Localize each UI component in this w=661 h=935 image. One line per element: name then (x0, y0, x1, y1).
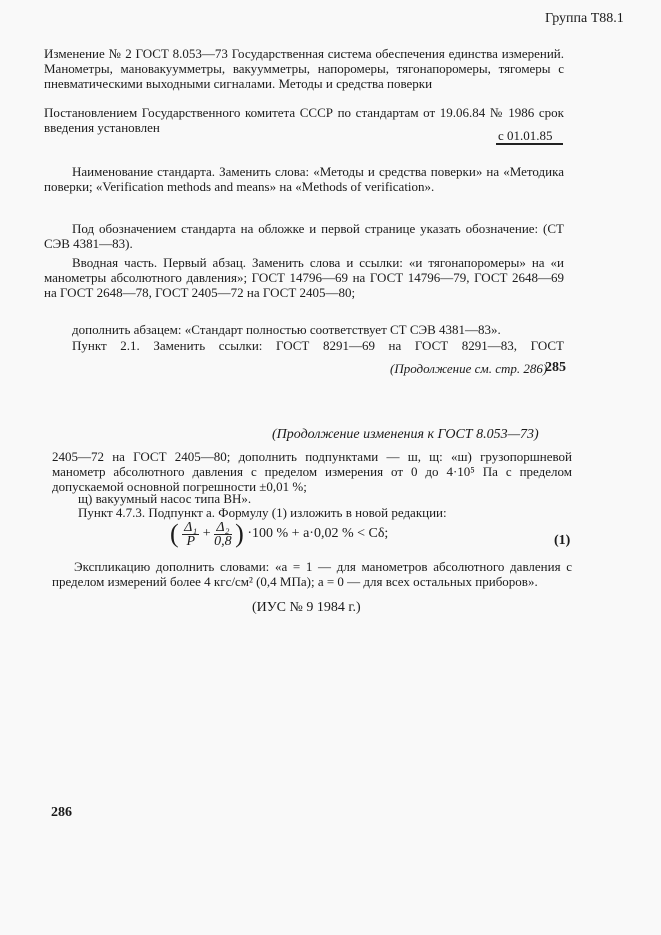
group-code: Группа Т88.1 (545, 11, 624, 26)
effective-date: с 01.01.85 (498, 128, 553, 143)
amendment-title: Изменение № 2 ГОСТ 8.053—73 Государственная система обеспечения единства измерений. Манометры, мановакуумметры, вакуумметры, напоромеры, тягонапоромеры, тягомеры с пневматическими выходными сигналами. Методы и средства поверки (44, 46, 564, 91)
page-number: 285 (545, 360, 566, 375)
paragraph-designation: Под обозначением стандарта на обложке и первой странице указать обозначение: (СТ СЭВ 4381—83). (44, 221, 564, 251)
paragraph-title-change: Наименование стандарта. Заменить слова: «Методы и средства поверки» на «Методика поверки; «Verification methods and means» на «Methods of verification». (44, 164, 564, 194)
page-number-286: 286 (51, 805, 72, 820)
paragraph-intro: Вводная часть. Первый абзац. Заменить слова и ссылки: «и тягонапоромеры» на «и манометры абсолютного давления»; ГОСТ 14796—69 на ГОСТ 14796—79, ГОСТ 2648—69 на ГОСТ 2648—78, ГОСТ 2405—72 на ГОСТ 2405—80; (44, 255, 564, 300)
paragraph-vacuum-pump: щ) вакуумный насос типа ВН». (78, 491, 252, 506)
continuation-note: (Продолжение см. стр. 286) (390, 361, 548, 376)
formula-number: (1) (554, 533, 571, 548)
formula: ( $\frac{\text{Δ₁}}{P}$ + $\frac{\text{Δ₂}}{0,8}$ ) ·100 % + a·0,02 % < Cδ; (170, 519, 389, 549)
paragraph-clause-2-1: Пункт 2.1. Заменить ссылки: ГОСТ 8291—69 на ГОСТ 8291—83, ГОСТ (72, 338, 564, 353)
fraction-2: $\frac{\text{Δ₂}}{0,8}$ (214, 519, 232, 549)
explication: Экспликацию дополнить словами: «a = 1 — для манометров абсолютного давления с пределом измерений более 4 кгс/см² (0,4 МПа); a = 0 — для всех остальных приборов». (52, 559, 572, 589)
paragraph-clause-4-7-3: Пункт 4.7.3. Подпункт а. Формулу (1) изложить в новой редакции: (78, 505, 447, 520)
source-reference: (ИУС № 9 1984 г.) (252, 600, 361, 615)
paragraph-subclauses: 2405—72 на ГОСТ 2405—80; дополнить подпунктами — ш, щ: «ш) грузопоршневой манометр абсолютного давления с пределом измерения от 0 до 4·10⁵ Па с пределом допускаемой основной погрешности ±0,01 %; (52, 449, 572, 494)
continuation-header: (Продолжение изменения к ГОСТ 8.053—73) (272, 427, 539, 442)
date-underline (496, 143, 563, 145)
paragraph-addition: дополнить абзацем: «Стандарт полностью соответствует СТ СЭВ 4381—83». (72, 322, 501, 337)
fraction-1: $\frac{\text{Δ₁}}{P}$ (184, 519, 198, 549)
decree-text: Постановлением Государственного комитета СССР по стандартам от 19.06.84 № 1986 срок введения установлен (44, 105, 564, 135)
